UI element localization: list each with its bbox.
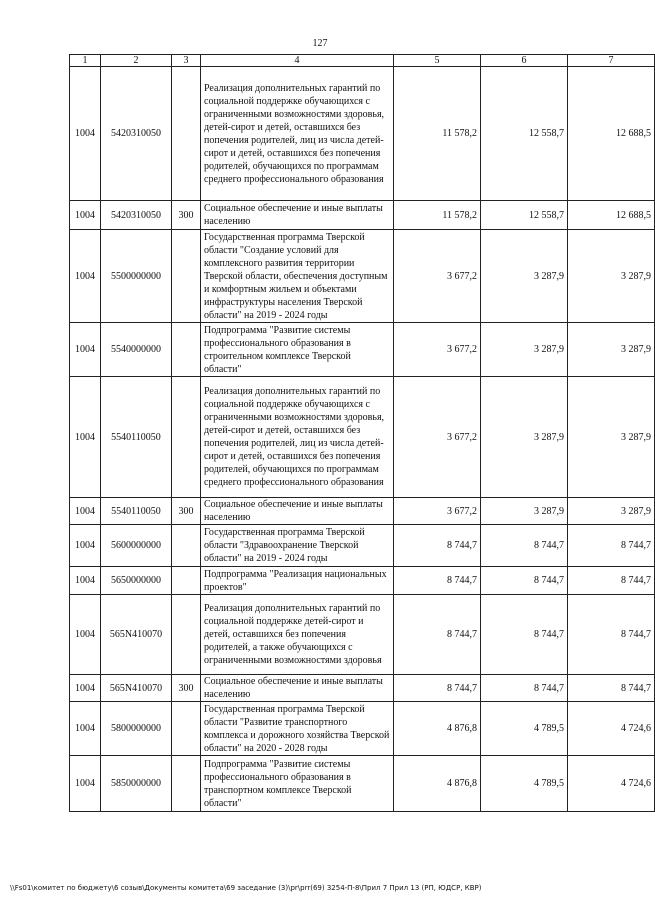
amount-year-3: 3 287,9 — [568, 230, 655, 323]
amount-year-3: 3 287,9 — [568, 323, 655, 377]
expense-type — [172, 525, 201, 567]
amount-year-2: 8 744,7 — [481, 595, 568, 675]
section-code: 1004 — [70, 498, 101, 525]
amount-year-2: 3 287,9 — [481, 323, 568, 377]
expense-type — [172, 702, 201, 756]
target-article: 5600000000 — [101, 525, 172, 567]
amount-year-2: 3 287,9 — [481, 377, 568, 498]
table-header-row — [70, 55, 655, 67]
amount-year-3: 12 688,5 — [568, 67, 655, 201]
amount-year-1: 8 744,7 — [394, 525, 481, 567]
item-name: Реализация дополнительных гарантий по социальной поддержке обучающихся с ограниченными возможностями здоровья, детей-сирот и детей, оставшихся без попечения родителей, лиц из числа детей-сирот и детей, оставшихся без попечения родителей, обучающихся по программам среднего профессионального образования — [201, 67, 394, 201]
item-name: Государственная программа Тверской области "Здравоохранение Тверской области" на 2019 - 2024 годы — [201, 525, 394, 567]
amount-year-2: 3 287,9 — [481, 230, 568, 323]
amount-year-2: 8 744,7 — [481, 675, 568, 702]
budget-table — [69, 54, 655, 812]
amount-year-2: 3 287,9 — [481, 498, 568, 525]
amount-year-2: 8 744,7 — [481, 525, 568, 567]
section-code: 1004 — [70, 595, 101, 675]
header-col-6: 6 — [481, 55, 568, 67]
amount-year-1: 11 578,2 — [394, 67, 481, 201]
table-row — [70, 67, 655, 201]
expense-type — [172, 756, 201, 812]
table-row — [70, 323, 655, 377]
target-article: 565N410070 — [101, 675, 172, 702]
amount-year-3: 3 287,9 — [568, 377, 655, 498]
section-code: 1004 — [70, 525, 101, 567]
target-article: 5420310050 — [101, 201, 172, 230]
section-code: 1004 — [70, 675, 101, 702]
table-row — [70, 756, 655, 812]
item-name: Социальное обеспечение и иные выплаты населению — [201, 201, 394, 230]
amount-year-1: 3 677,2 — [394, 498, 481, 525]
item-name: Государственная программа Тверской области "Развитие транспортного комплекса и дорожного хозяйства Тверской области" на 2020 - 2028 годы — [201, 702, 394, 756]
amount-year-3: 8 744,7 — [568, 567, 655, 595]
section-code: 1004 — [70, 567, 101, 595]
item-name: Подпрограмма "Развитие системы профессионального образования в строительном комплексе Тверской области" — [201, 323, 394, 377]
amount-year-2: 12 558,7 — [481, 201, 568, 230]
footer-file-path: \\Fs01\комитет по бюджету\6 созыв\Документы комитета\69 заседание (3)\pr\prr(69) 3254-П-8\Прил 7 Прил 13 (РП, ЮДСР, КВР) — [10, 884, 482, 892]
amount-year-2: 4 789,5 — [481, 702, 568, 756]
amount-year-2: 8 744,7 — [481, 567, 568, 595]
expense-type: 300 — [172, 498, 201, 525]
target-article: 5650000000 — [101, 567, 172, 595]
expense-type — [172, 230, 201, 323]
target-article: 5500000000 — [101, 230, 172, 323]
item-name: Реализация дополнительных гарантий по социальной поддержке обучающихся с ограниченными возможностями здоровья, детей-сирот и детей, оставшихся без попечения родителей, лиц из числа детей-сирот и детей, оставшихся без попечения родителей, обучающихся по программам среднего профессионального образования — [201, 377, 394, 498]
amount-year-3: 8 744,7 — [568, 525, 655, 567]
amount-year-1: 8 744,7 — [394, 567, 481, 595]
target-article: 565N410070 — [101, 595, 172, 675]
amount-year-1: 11 578,2 — [394, 201, 481, 230]
target-article: 5800000000 — [101, 702, 172, 756]
expense-type — [172, 595, 201, 675]
target-article: 5420310050 — [101, 67, 172, 201]
section-code: 1004 — [70, 756, 101, 812]
expense-type — [172, 67, 201, 201]
section-code: 1004 — [70, 702, 101, 756]
target-article: 5850000000 — [101, 756, 172, 812]
amount-year-3: 8 744,7 — [568, 675, 655, 702]
table-row — [70, 377, 655, 498]
target-article: 5540110050 — [101, 498, 172, 525]
item-name: Подпрограмма "Развитие системы профессионального образования в транспортном комплексе Тверской области" — [201, 756, 394, 812]
header-col-1: 1 — [70, 55, 101, 67]
amount-year-1: 4 876,8 — [394, 756, 481, 812]
amount-year-3: 12 688,5 — [568, 201, 655, 230]
item-name: Подпрограмма "Реализация национальных проектов" — [201, 567, 394, 595]
amount-year-1: 8 744,7 — [394, 675, 481, 702]
header-col-5: 5 — [394, 55, 481, 67]
section-code: 1004 — [70, 67, 101, 201]
amount-year-2: 4 789,5 — [481, 756, 568, 812]
target-article: 5540110050 — [101, 377, 172, 498]
amount-year-3: 4 724,6 — [568, 702, 655, 756]
expense-type — [172, 377, 201, 498]
amount-year-1: 3 677,2 — [394, 323, 481, 377]
amount-year-2: 12 558,7 — [481, 67, 568, 201]
table-row — [70, 567, 655, 595]
item-name: Социальное обеспечение и иные выплаты населению — [201, 498, 394, 525]
table-row — [70, 675, 655, 702]
expense-type: 300 — [172, 201, 201, 230]
amount-year-3: 3 287,9 — [568, 498, 655, 525]
table-row — [70, 525, 655, 567]
table-row — [70, 201, 655, 230]
table-row — [70, 498, 655, 525]
amount-year-1: 8 744,7 — [394, 595, 481, 675]
table-row — [70, 230, 655, 323]
header-col-2: 2 — [101, 55, 172, 67]
amount-year-3: 8 744,7 — [568, 595, 655, 675]
section-code: 1004 — [70, 230, 101, 323]
table-row — [70, 595, 655, 675]
amount-year-1: 3 677,2 — [394, 230, 481, 323]
header-col-4: 4 — [201, 55, 394, 67]
section-code: 1004 — [70, 377, 101, 498]
table-row — [70, 702, 655, 756]
section-code: 1004 — [70, 323, 101, 377]
expense-type — [172, 567, 201, 595]
header-col-3: 3 — [172, 55, 201, 67]
amount-year-1: 3 677,2 — [394, 377, 481, 498]
amount-year-1: 4 876,8 — [394, 702, 481, 756]
expense-type — [172, 323, 201, 377]
section-code: 1004 — [70, 201, 101, 230]
header-col-7: 7 — [568, 55, 655, 67]
item-name: Государственная программа Тверской области "Создание условий для комплексного развития территории Тверской области, обеспечения доступным и комфортным жильем и объектами инфраструктуры населения Тверской области" на 2019 - 2024 годы — [201, 230, 394, 323]
page-number: 127 — [312, 38, 328, 49]
item-name: Реализация дополнительных гарантий по социальной поддержке детей-сирот и детей, оставшихся без попечения родителей, а также обучающихся с ограниченными возможностями здоровья — [201, 595, 394, 675]
amount-year-3: 4 724,6 — [568, 756, 655, 812]
expense-type: 300 — [172, 675, 201, 702]
target-article: 5540000000 — [101, 323, 172, 377]
item-name: Социальное обеспечение и иные выплаты населению — [201, 675, 394, 702]
